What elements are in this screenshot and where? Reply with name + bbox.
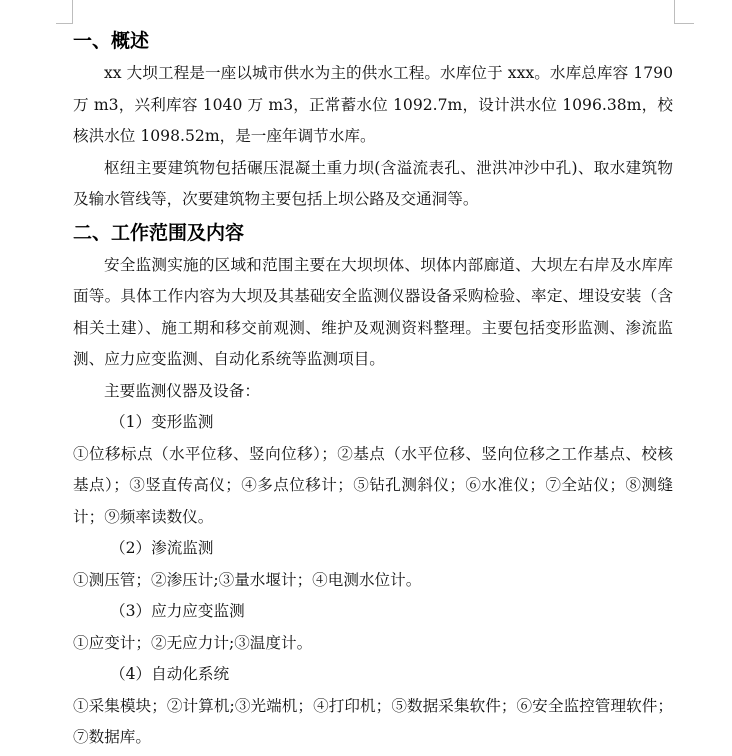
instruments-intro: 主要监测仪器及设备： (104, 381, 260, 400)
item-title-deformation: （1）变形监测 (110, 413, 214, 431)
item-title-seepage: （2）渗流监测 (110, 539, 214, 557)
crop-mark-top-right-horizontal (674, 23, 694, 24)
item-content-stress-strain: ①应变计；②无应力计;③温度计。 (73, 633, 313, 652)
overview-paragraph-structures: 枢纽主要建筑物包括碾压混凝土重力坝(含溢流表孔、泄洪冲沙中孔)、取水建筑物及输水管线等，次要建筑物主要包括上坝公路及交通洞等。 (73, 158, 673, 208)
item-content-deformation: ①位移标点（水平位移、竖向位移）；②基点（水平位移、竖向位移之工作基点、校核基点）；③竖直传高仪；④多点位移计；⑤钻孔测斜仪；⑥水准仪；⑦全站仪；⑧测缝计；⑨频率读数仪。 (73, 444, 673, 526)
crop-mark-top-right-vertical (674, 0, 675, 24)
section-heading-scope: 二、工作范围及内容 (73, 221, 245, 244)
item-title-automation: （4）自动化系统 (110, 665, 230, 683)
item-content-seepage: ①测压管；②渗压计;③量水堰计；④电测水位计。 (73, 570, 422, 589)
crop-mark-top-left-horizontal (56, 23, 73, 24)
item-title-stress-strain: （3）应力应变监测 (110, 602, 245, 620)
item-content-automation: ①采集模块；②计算机;③光端机；④打印机；⑤数据采集软件；⑥安全监控管理软件；⑦数据库。 (73, 696, 673, 746)
crop-mark-top-left-vertical (72, 0, 73, 24)
section-heading-overview: 一、概述 (73, 30, 150, 52)
overview-paragraph-reservoir: xx 大坝工程是一座以城市供水为主的供水工程。水库位于 xxx。水库总库容 1790 万 m3，兴利库容 1040 万 m3，正常蓄水位 1092.7m，设计洪水位 1096.38m，校核洪水位 1098.52m，是一座年调节水库。 (73, 64, 673, 145)
document-page (73, 24, 673, 754)
scope-paragraph: 安全监测实施的区域和范围主要在大坝坝体、坝体内部廊道、大坝左右岸及水库库面等。具体工作内容为大坝及其基础安全监测仪器设备采购检验、率定、埋设安装（含相关土建）、施工期和移交前观测、维护及观测资料整理。主要包括变形监测、渗流监测、应力应变监测、自动化系统等监测项目。 (73, 255, 673, 368)
